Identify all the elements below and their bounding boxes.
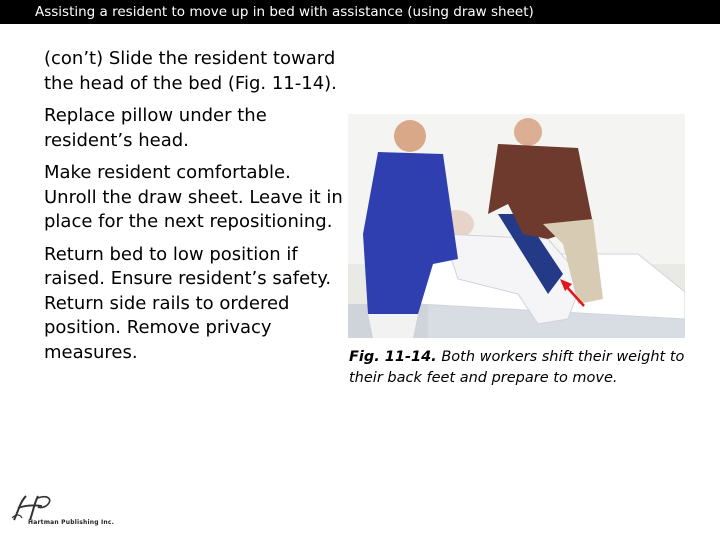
instruction-item: Make resident comfortable. Unroll the draw sheet. Leave it in place for the next repositioning. xyxy=(44,162,343,232)
worker-left-head xyxy=(394,120,426,152)
publisher-logo xyxy=(8,492,118,532)
hartman-logo-icon xyxy=(8,492,68,522)
slide-title-bar xyxy=(0,0,720,24)
figure-label: Fig. 11-14. xyxy=(349,349,437,365)
figure-caption xyxy=(349,347,699,388)
instruction-list xyxy=(44,47,344,373)
slide-title: Assisting a resident to move up in bed with assistance (using draw sheet) xyxy=(35,4,534,20)
worker-left-legs xyxy=(368,314,418,338)
instruction-item: (con’t) Slide the resident toward the head of the bed (Fig. 11-14). xyxy=(44,48,337,94)
publisher-name: Hartman Publishing Inc. xyxy=(28,519,115,526)
instruction-item: Replace pillow under the resident’s head. xyxy=(44,105,267,151)
figure-photo xyxy=(348,114,685,338)
worker-right-head xyxy=(514,118,542,146)
photo-illustration xyxy=(348,114,685,338)
figure-caption-text: Both workers shift their weight to their back feet and prepare to move. xyxy=(349,349,685,386)
instruction-item: Return bed to low position if raised. Ensure resident’s safety. Return side rails to ordered position. Remove privacy measures. xyxy=(44,243,332,363)
